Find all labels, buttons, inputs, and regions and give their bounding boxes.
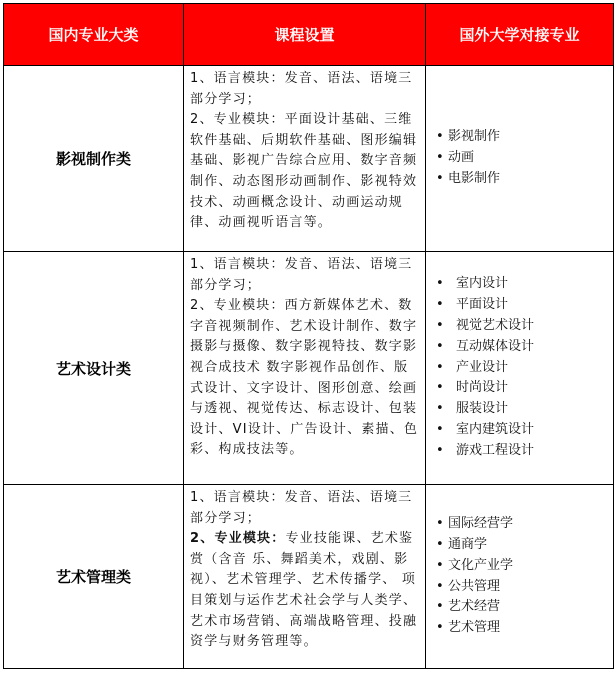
bullet-icon: • — [436, 599, 444, 615]
majors-cell — [426, 252, 614, 485]
header-course-settings: 课程设置 — [184, 4, 426, 66]
list-item — [436, 556, 609, 577]
bullet-icon: • — [436, 129, 444, 145]
category-cell: 艺术设计类 — [4, 252, 184, 485]
major-label: 时尚设计 — [456, 380, 509, 396]
course-line-text: 专业技能课、艺术鉴赏（含音 乐、舞蹈美术，戏剧、影视）、艺术管理学、艺术传播学、 项目策划与运作艺术社会学与人类学、艺术市场营销、高端战略管理、投融资学与财务管理等。 — [190, 531, 418, 650]
course-line — [190, 110, 421, 234]
bullet-icon: • — [436, 578, 444, 594]
header-domestic-category: 国内专业大类 — [4, 4, 184, 66]
list-item — [436, 441, 609, 462]
bullet-icon: • — [436, 297, 444, 313]
list-item — [436, 169, 609, 190]
list-item — [436, 597, 609, 618]
majors-cell — [426, 66, 614, 252]
major-label: 产业设计 — [456, 359, 509, 375]
course-line-text: 2、专业模块：平面设计基础、三维软件基础、后期软件基础、图形编辑基础、影视广告综合应用、数字音频制作、动态图形动画制作、影视特效技术、动画概念设计、动画运动规律、动画视听语言等。 — [190, 112, 418, 231]
course-line-text: 2、专业模块：西方新媒体艺术、数字音视频制作、艺术设计制作、数字摄影与摄像、数字影视特技、数字影视合成技术 数字影视作品创作、版式设计、文字设计、图形创意、绘画与透视、视觉传达、标志设计、包装设计、VI设计、广告设计、素描、色彩、构成技法等。 — [190, 298, 419, 458]
list-item — [436, 295, 609, 316]
major-label: 文化产业学 — [448, 557, 514, 573]
list-item — [436, 337, 609, 358]
bullet-icon: • — [436, 170, 444, 186]
major-label: 室内建筑设计 — [456, 421, 535, 437]
major-label: 动画 — [448, 150, 475, 166]
list-item — [436, 148, 609, 169]
list-item — [436, 127, 609, 148]
course-table-container — [3, 3, 614, 669]
course-line-text: 1、语言模块：发音、语法、语境三部分学习； — [190, 71, 413, 107]
major-label: 游戏工程设计 — [456, 442, 535, 458]
major-label: 互动媒体设计 — [456, 338, 535, 354]
course-line — [190, 296, 421, 461]
category-cell: 影视制作类 — [4, 66, 184, 252]
list-item — [436, 514, 609, 535]
bullet-icon: • — [436, 359, 444, 375]
bullet-icon: • — [436, 338, 444, 354]
list-item — [436, 577, 609, 598]
course-line-text: 1、语言模块：发音、语法、语境三部分学习； — [190, 257, 413, 293]
list-item — [436, 535, 609, 556]
bullet-icon: • — [436, 557, 444, 573]
major-label: 电影制作 — [448, 170, 501, 186]
course-line — [190, 529, 421, 653]
list-item — [436, 378, 609, 399]
course-table — [3, 3, 614, 669]
major-label: 服装设计 — [456, 401, 509, 417]
bullet-icon: • — [436, 620, 444, 636]
major-label: 艺术经营 — [448, 599, 501, 615]
bullet-icon: • — [436, 318, 444, 333]
major-label: 影视制作 — [448, 129, 501, 145]
majors-cell — [426, 485, 614, 669]
major-label: 通商学 — [448, 536, 488, 552]
major-label: 公共管理 — [448, 578, 501, 594]
major-label: 国际经营学 — [448, 516, 514, 532]
majors-list — [436, 514, 609, 639]
course-line — [190, 69, 421, 110]
bullet-icon: • — [436, 421, 444, 437]
list-item — [436, 316, 609, 337]
bullet-icon: • — [436, 401, 444, 417]
header-row — [4, 4, 614, 66]
course-line-text: 1、语言模块：发音、语法、语境三部分学习； — [190, 490, 413, 526]
major-label: 平面设计 — [456, 297, 509, 313]
course-cell — [184, 252, 426, 485]
list-item — [436, 399, 609, 420]
bullet-icon: • — [436, 536, 444, 552]
major-label: 视觉艺术设计 — [456, 318, 535, 333]
list-item — [436, 358, 609, 379]
list-item — [436, 420, 609, 441]
majors-list — [436, 274, 609, 461]
header-foreign-majors: 国外大学对接专业 — [426, 4, 614, 66]
bullet-icon: • — [436, 380, 444, 396]
major-label: 艺术管理 — [448, 620, 501, 636]
course-line-prefix: 2、专业模块： — [190, 531, 286, 547]
table-row-design — [4, 252, 614, 485]
course-cell — [184, 66, 426, 252]
table-row-management — [4, 485, 614, 669]
bullet-icon: • — [436, 442, 444, 458]
list-item — [436, 618, 609, 639]
course-cell — [184, 485, 426, 669]
bullet-icon: • — [436, 150, 444, 166]
category-cell: 艺术管理类 — [4, 485, 184, 669]
bullet-icon: • — [436, 516, 444, 532]
course-line — [190, 488, 421, 529]
table-row-film — [4, 66, 614, 252]
major-label: 室内设计 — [456, 276, 509, 292]
bullet-icon: • — [436, 276, 444, 292]
course-line — [190, 255, 421, 296]
list-item — [436, 274, 609, 295]
majors-list — [436, 127, 609, 189]
